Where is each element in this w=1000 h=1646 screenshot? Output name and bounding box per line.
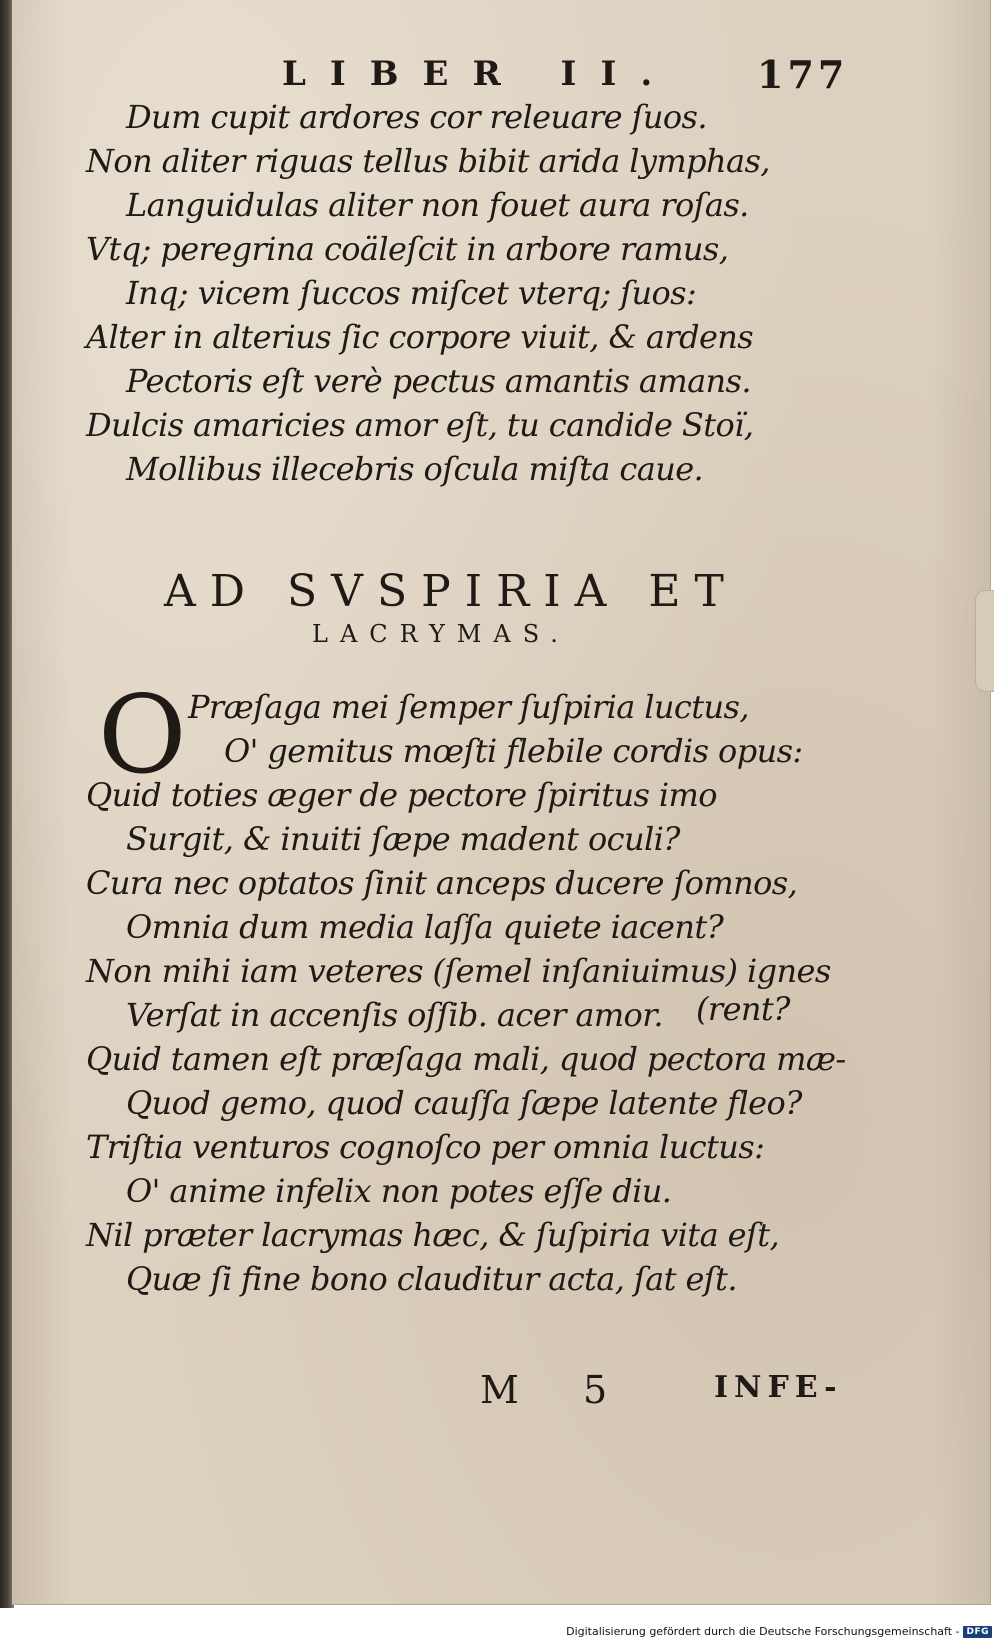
verse-line: O' gemitus mœſti flebile cordis opus: [224, 732, 803, 770]
verse-line: Alter in alterius ſic corpore viuit, & ardens [86, 318, 754, 356]
verse-line: Dulcis amaricies amor eſt, tu candide Stoï, [86, 406, 754, 444]
verse-line: Nil præter lacrymas hæc, & ſuſpiria vita eſt, [86, 1216, 780, 1254]
verse-line: Vtq; peregrina coäleſcit in arbore ramus, [86, 230, 729, 268]
verse-line: Dum cupit ardores cor releuare ſuos. [126, 98, 707, 136]
running-title: LIBER II. [282, 54, 677, 94]
verse-turnover: (rent? [696, 990, 790, 1028]
verse-line: Præſaga mei ſemper ſuſpiria luctus, [188, 688, 749, 726]
catchword: INFE- [714, 1370, 843, 1405]
verse-line: Quid tamen eſt præſaga mali, quod pectora mæ- [86, 1040, 846, 1078]
page-tab [975, 590, 994, 692]
verse-line: Pectoris eſt verè pectus amantis amans. [126, 362, 751, 400]
credit-text: Digitalisierung gefördert durch die Deutsche Forschungsgemeinschaft - [566, 1625, 960, 1638]
verse-line: Quid toties æger de pectore ſpiritus imo [86, 776, 717, 814]
digitization-credit [566, 1625, 992, 1638]
verse-line: Languidulas aliter non fouet aura roſas. [126, 186, 749, 224]
verse-line: Quod gemo, quod cauſſa ſæpe latente fleo? [126, 1084, 802, 1122]
book-page [12, 0, 991, 1605]
verse-line: Non aliter riguas tellus bibit arida lymphas, [86, 142, 770, 180]
poem-title: AD SVSPIRIA ET [164, 566, 738, 617]
verse-line: Triſtia venturos cognoſco per omnia luctus: [86, 1128, 765, 1166]
verse-line: Non mihi iam veteres (ſemel inſaniuimus) ignes [86, 952, 831, 990]
verse-line: O' anime infelix non potes eſſe diu. [126, 1172, 672, 1210]
verse-line: Quæ ſi fine bono clauditur acta, ſat eſt. [126, 1260, 737, 1298]
verse-line: Omnia dum media laſſa quiete iacent? [126, 908, 724, 946]
verse-line: Surgit, & inuiti ſæpe madent oculi? [126, 820, 680, 858]
poem-title-continued: LACRYMAS. [312, 620, 570, 648]
verse-line: Verſat in accenſis oſſib. acer amor. [126, 996, 663, 1034]
signature-mark: M 5 [480, 1368, 634, 1412]
verse-line: Inq; vicem ſuccos miſcet vterq; ſuos: [126, 274, 697, 312]
drop-initial: O [98, 673, 187, 798]
page-number: 177 [757, 52, 849, 97]
verse-line: Mollibus illecebris oſcula miſta caue. [126, 450, 704, 488]
dfg-logo: DFG [963, 1626, 992, 1638]
verse-line: Cura nec optatos ſinit anceps ducere ſomnos, [86, 864, 798, 902]
